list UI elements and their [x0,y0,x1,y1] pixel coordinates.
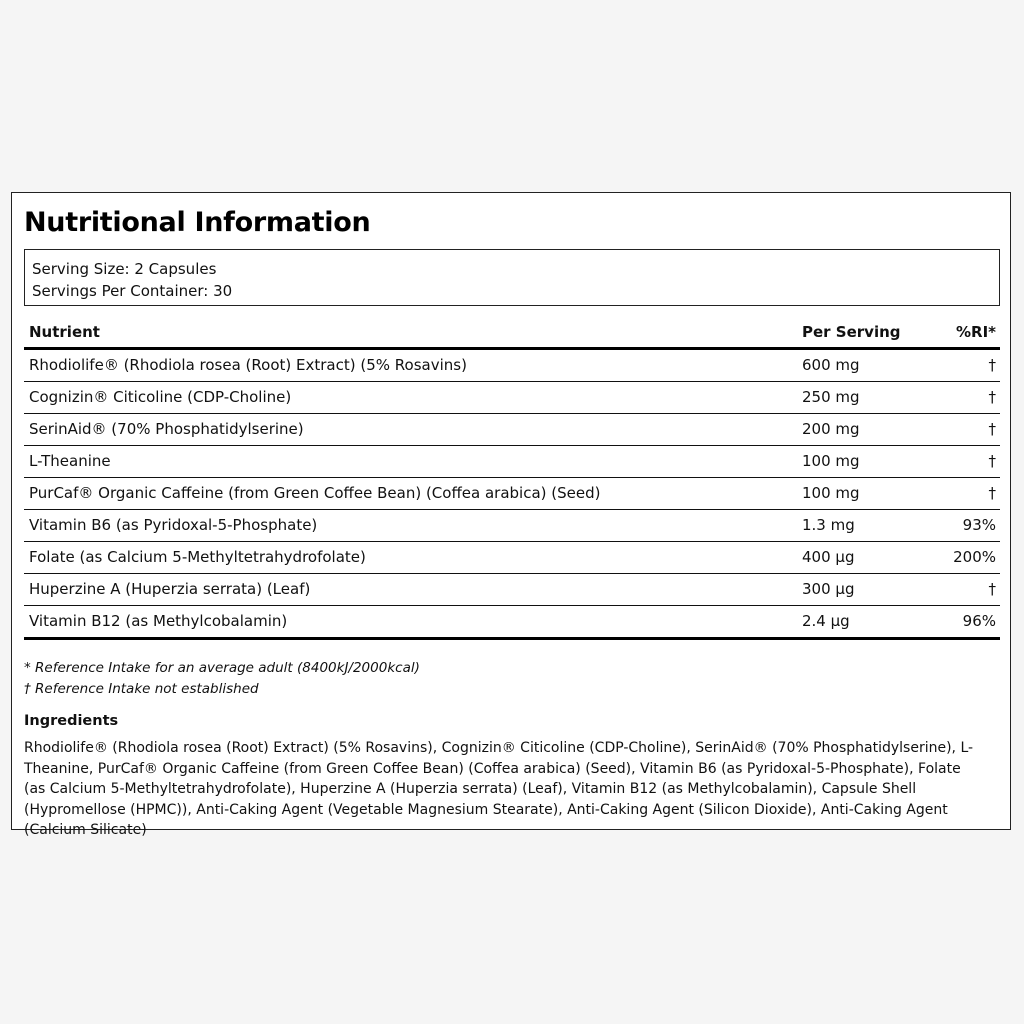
nutrient-ri: † [988,452,996,470]
nutrient-name: Vitamin B12 (as Methylcobalamin) [29,612,288,630]
footnotes [24,658,420,700]
nutrient-name: Huperzine A (Huperzia serrata) (Leaf) [29,580,311,598]
header-nutrient: Nutrient [29,323,100,341]
nutrient-amount: 2.4 µg [802,612,850,630]
nutrient-ri: † [988,388,996,406]
nutrient-amount: 100 mg [802,452,860,470]
nutrient-table [24,317,1000,640]
nutrient-name: Rhodiolife® (Rhodiola rosea (Root) Extract) (5% Rosavins) [29,356,467,374]
nutrient-amount: 200 mg [802,420,860,438]
table-row [24,350,1000,382]
header-per-serving: Per Serving [802,323,901,341]
nutrient-ri: 96% [962,612,996,630]
serving-info-box [24,249,1000,306]
table-row [24,542,1000,574]
nutrient-amount: 250 mg [802,388,860,406]
servings-per-container: Servings Per Container: 30 [32,282,233,300]
nutrient-ri: † [988,484,996,502]
nutrient-name: L-Theanine [29,452,111,470]
ingredients-text: Rhodiolife® (Rhodiola rosea (Root) Extract) (5% Rosavins), Cognizin® Citicoline (CDP-Choline), SerinAid® (70% Phosphatidylserine), L-Theanine, PurCaf® Organic Caffeine (from Green Coffee Bean) (Coffea arabica) (Seed), Vitamin B6 (as Pyridoxal-5-Phosphate), Folate (as Calcium 5-Methyltetrahydrofolate), Huperzine A (Huperzia serrata) (Leaf), Vitamin B12 (as Methylcobalamin), Capsule Shell (Hypromellose (HPMC)), Anti-Caking Agent (Vegetable Magnesium Stearate), Anti-Caking Agent (Silicon Dioxide), Anti-Caking Agent (Calcium Silicate) [24,740,974,838]
table-row [24,606,1000,640]
nutrient-amount: 300 µg [802,580,855,598]
nutrient-ri: 93% [962,516,996,534]
header-ri: %RI* [955,323,996,341]
ingredients-heading: Ingredients [24,713,119,729]
nutrient-name: Cognizin® Citicoline (CDP-Choline) [29,388,292,406]
page-title: Nutritional Information [24,207,371,238]
table-row [24,574,1000,606]
nutrient-ri: † [988,356,996,374]
table-row [24,510,1000,542]
nutrient-name: Vitamin B6 (as Pyridoxal-5-Phosphate) [29,516,318,534]
table-row [24,446,1000,478]
nutrient-amount: 400 µg [802,548,855,566]
nutrient-amount: 100 mg [802,484,860,502]
table-header [24,317,1000,350]
table-row [24,414,1000,446]
table-row [24,382,1000,414]
nutrient-name: PurCaf® Organic Caffeine (from Green Coffee Bean) (Coffea arabica) (Seed) [29,484,601,502]
serving-size: Serving Size: 2 Capsules [32,260,217,278]
nutrition-panel [11,192,1011,838]
nutrient-ri: † [988,420,996,438]
footnote-ri: * Reference Intake for an average adult (8400kJ/2000kcal) [24,660,420,676]
table-row [24,478,1000,510]
nutrient-ri: † [988,580,996,598]
nutrient-amount: 1.3 mg [802,516,855,534]
nutrient-name: SerinAid® (70% Phosphatidylserine) [29,420,304,438]
nutrient-ri: 200% [953,548,996,566]
nutrient-name: Folate (as Calcium 5-Methyltetrahydrofolate) [29,548,366,566]
nutrient-amount: 600 mg [802,356,860,374]
footnote-not-established: † Reference Intake not established [24,681,259,697]
